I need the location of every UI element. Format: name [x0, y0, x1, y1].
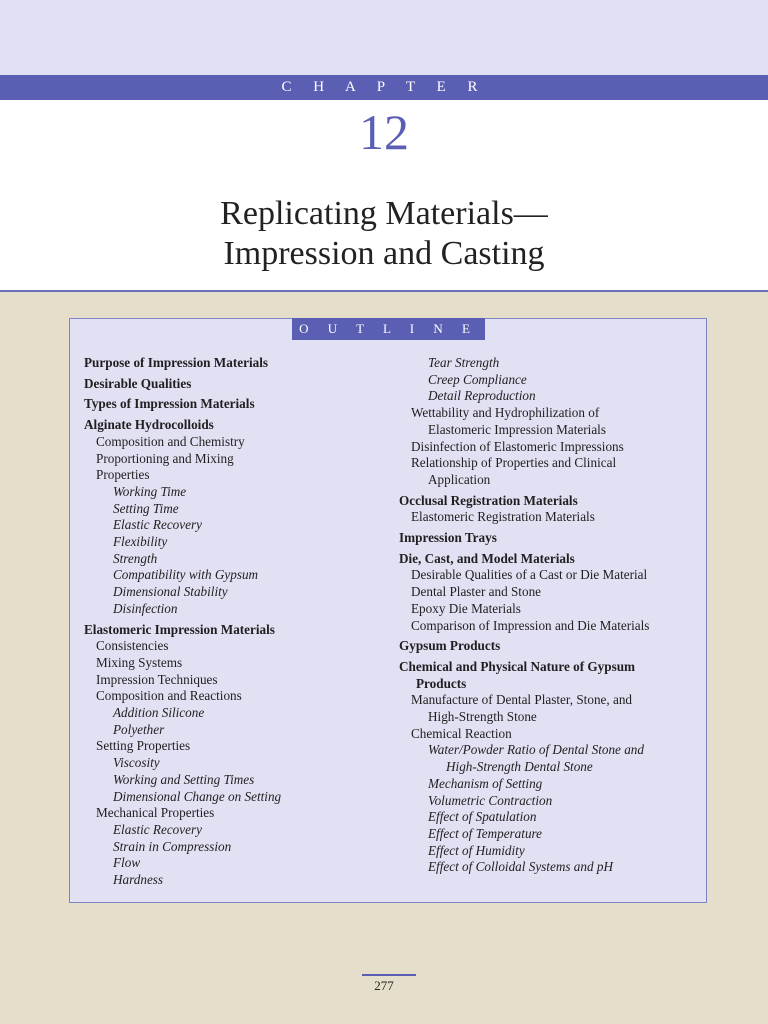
chapter-title-line-2: Impression and Casting [223, 235, 545, 272]
outline-item: Compatibility with Gypsum [113, 567, 259, 583]
outline-item: Dental Plaster and Stone [411, 584, 542, 600]
outline-item: Impression Techniques [96, 671, 218, 687]
outline-item: Mechanical Properties [96, 805, 215, 821]
outline-item: Chemical and Physical Nature of Gypsum [399, 658, 636, 674]
outline-item: Properties [96, 467, 150, 483]
outline-item: Effect of Temperature [428, 825, 543, 841]
outline-item: Disinfection [113, 600, 178, 616]
outline-item: High-Strength Stone [428, 709, 537, 725]
outline-item: Setting Time [113, 500, 179, 516]
outline-item: Polyether [113, 721, 165, 737]
outline-item: Epoxy Die Materials [411, 600, 521, 616]
header-band [0, 0, 768, 75]
outline-item: Viscosity [113, 755, 160, 771]
outline-item: Mixing Systems [96, 654, 183, 670]
outline-item: Application [428, 471, 491, 487]
outline-item: Addition Silicone [113, 705, 205, 721]
outline-item: Working and Setting Times [113, 771, 255, 787]
outline-item: Effect of Colloidal Systems and pH [428, 859, 613, 875]
outline-item: Composition and Reactions [96, 688, 242, 704]
outline-item: High-Strength Dental Stone [446, 759, 593, 775]
outline-item: Effect of Humidity [428, 842, 525, 858]
outline-item: Effect of Spatulation [428, 809, 537, 825]
chapter-label: C H A P T E R [0, 75, 768, 100]
outline-item: Purpose of Impression Materials [84, 355, 269, 370]
outline-item: Tear Strength [428, 355, 500, 370]
outline-item: Elastomeric Registration Materials [411, 509, 595, 525]
chapter-number: 12 [359, 104, 409, 160]
outline-item: Strength [113, 550, 158, 566]
outline-item: Flow [113, 855, 141, 871]
outline-item: Consistencies [96, 638, 169, 654]
outline-item: Strain in Compression [113, 838, 232, 854]
outline-left-column [84, 355, 384, 889]
outline-item: Volumetric Contraction [428, 792, 553, 808]
outline-item: Elastomeric Impression Materials [428, 421, 606, 437]
outline-item: Comparison of Impression and Die Materials [411, 617, 650, 633]
outline-item: Disinfection of Elastomeric Impressions [411, 438, 624, 454]
outline-item: Gypsum Products [399, 638, 501, 654]
chapter-title-line-1: Replicating Materials— [220, 195, 548, 232]
outline-item: Relationship of Properties and Clinical [411, 455, 617, 471]
footer-rule [362, 974, 416, 976]
outline-item: Impression Trays [399, 530, 497, 546]
outline-item: Products [416, 675, 467, 691]
outline-item: Proportioning and Mixing [96, 450, 234, 466]
outline-item: Mechanism of Setting [428, 775, 543, 791]
page-number: 277 [374, 978, 394, 993]
outline-item: Manufacture of Dental Plaster, Stone, and [411, 692, 633, 708]
outline-right-column [399, 355, 699, 876]
outline-item: Elastic Recovery [113, 821, 202, 837]
outline-item: Wettability and Hydrophilization of [411, 405, 600, 421]
outline-item: Dimensional Stability [113, 584, 228, 600]
outline-item: Elastic Recovery [113, 517, 202, 533]
outline-item: Creep Compliance [428, 371, 527, 387]
title-divider [0, 290, 768, 292]
outline-item: Types of Impression Materials [84, 396, 255, 412]
outline-item: Setting Properties [96, 738, 191, 754]
outline-item: Detail Reproduction [428, 388, 536, 404]
outline-item: Dimensional Change on Setting [113, 788, 282, 804]
outline-item: Working Time [113, 483, 187, 499]
outline-label: O U T L I N E [292, 318, 485, 340]
outline-item: Composition and Chemistry [96, 433, 245, 449]
outline-item: Alginate Hydrocolloids [84, 417, 214, 433]
outline-item: Desirable Qualities of a Cast or Die Material [411, 567, 648, 583]
outline-item: Occlusal Registration Materials [399, 492, 578, 508]
outline-item: Flexibility [113, 534, 168, 550]
outline-item: Water/Powder Ratio of Dental Stone and [428, 742, 644, 758]
outline-item: Desirable Qualities [84, 375, 192, 391]
outline-item: Hardness [113, 872, 164, 888]
outline-item: Elastomeric Impression Materials [84, 621, 275, 637]
outline-item: Die, Cast, and Model Materials [399, 550, 575, 566]
outline-item: Chemical Reaction [411, 725, 512, 741]
